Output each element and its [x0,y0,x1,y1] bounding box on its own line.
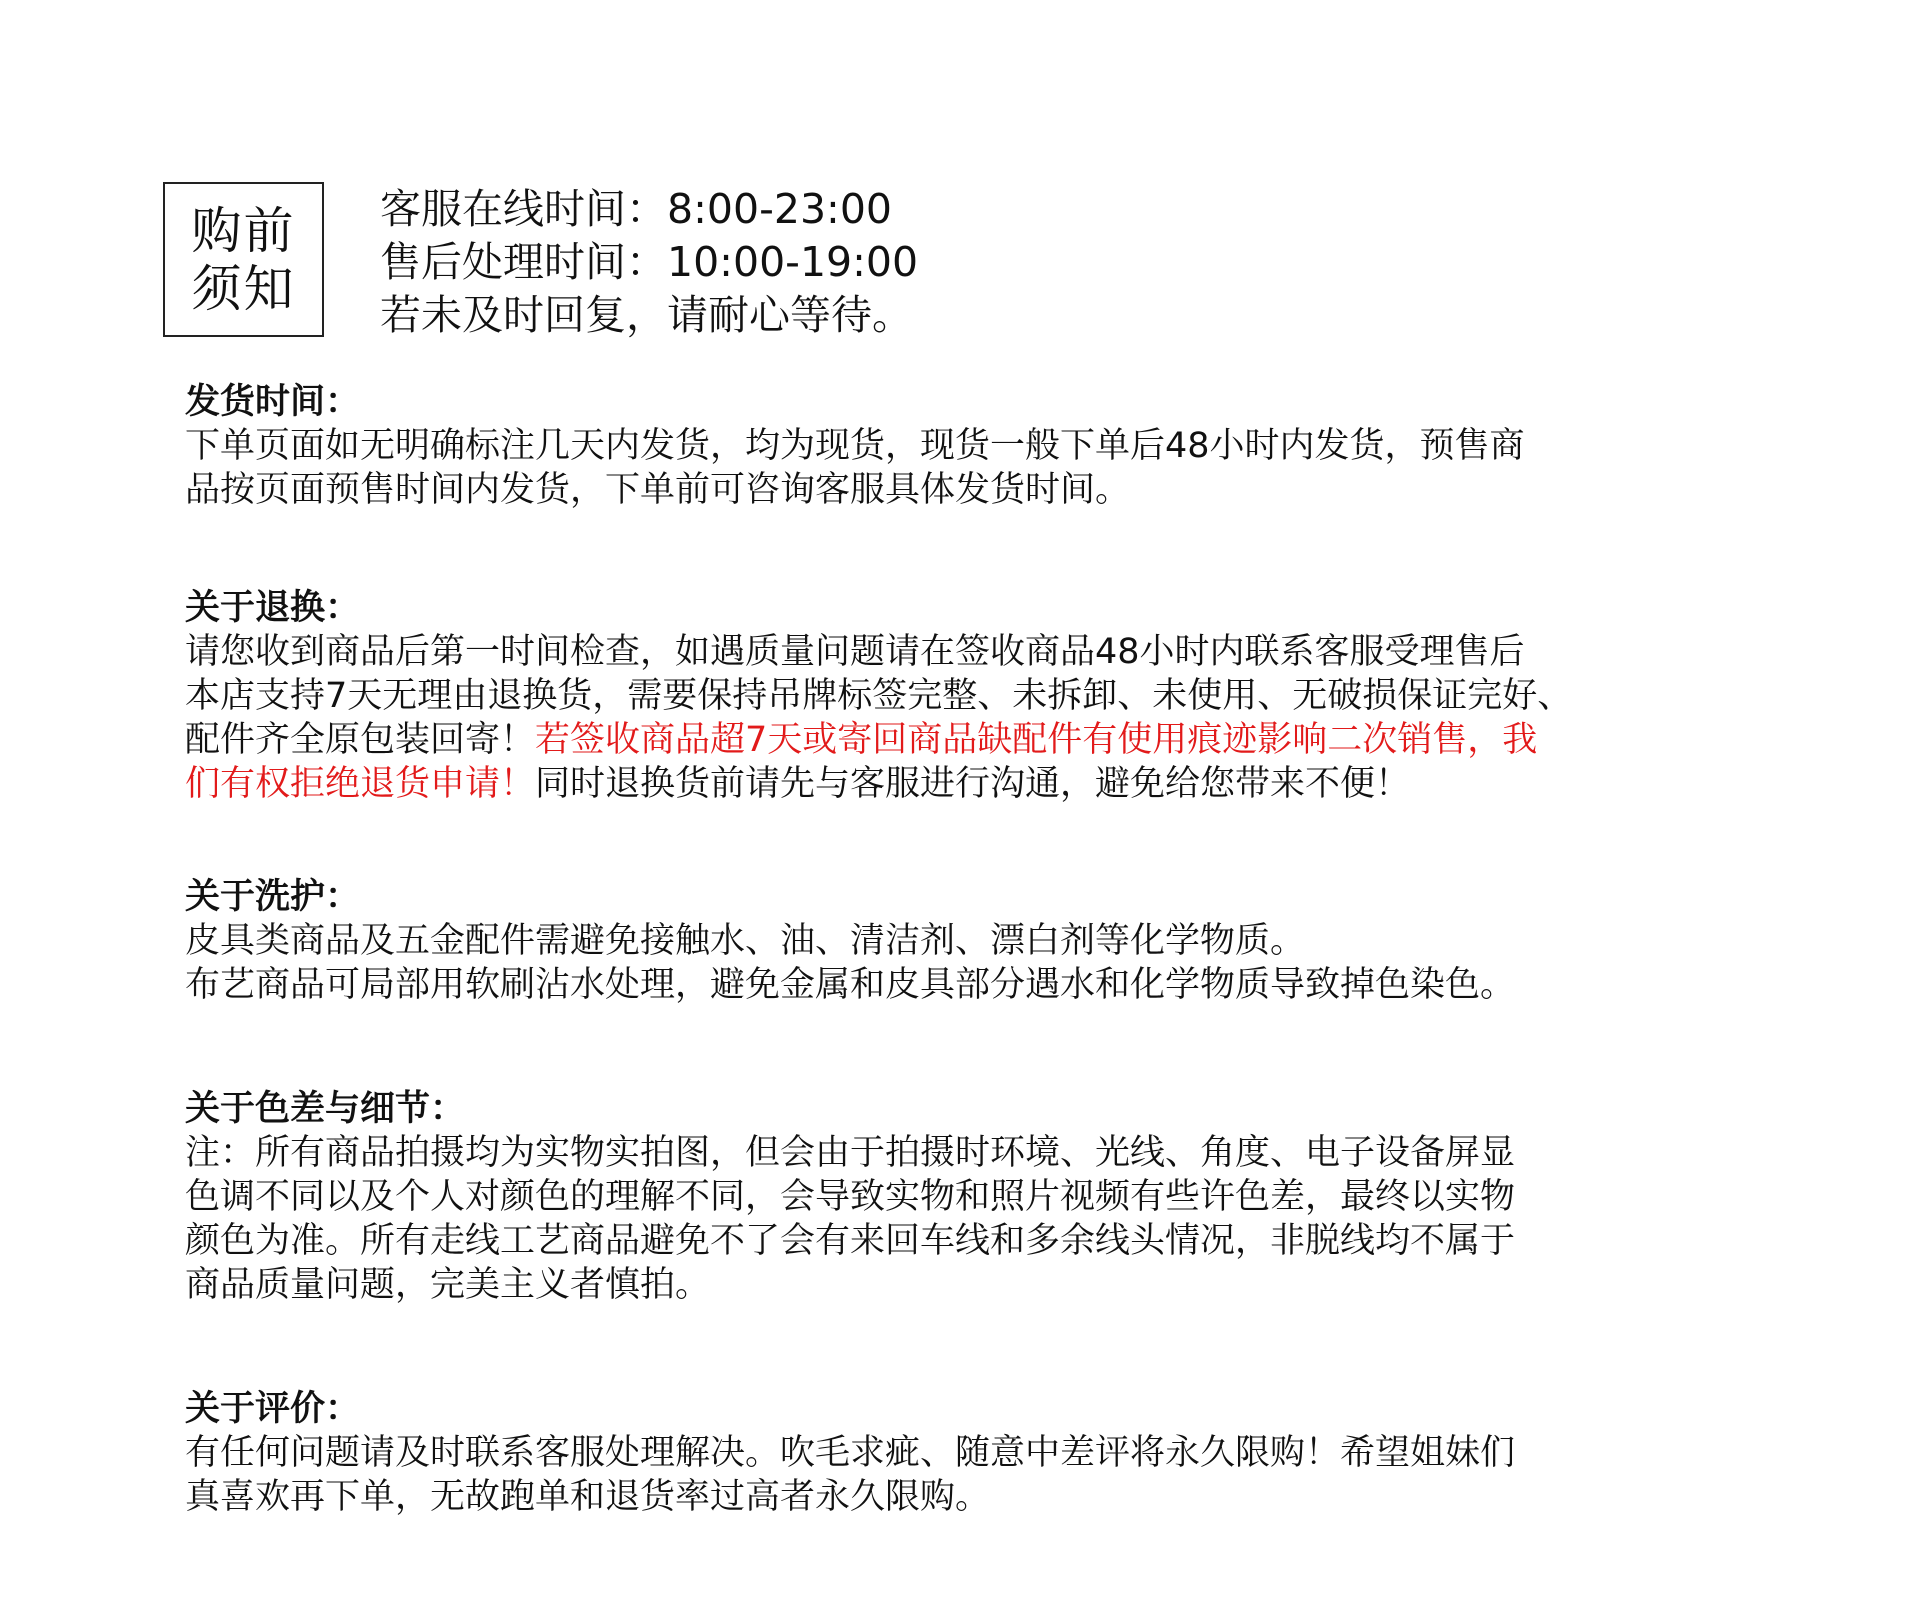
service-hours [380,183,918,342]
returns-warning-text: 们有权拒绝退货申请！ [185,764,536,804]
service-online-hours: 客服在线时间：8:00-23:00 [380,185,893,233]
color-heading: 关于色差与细节： [185,1089,466,1129]
returns-warning-text: 若签收商品超7天或寄回商品缺配件有使用痕迹影响二次销售，我 [535,720,1538,760]
returns-section [185,586,1745,806]
notice-badge [163,182,324,337]
color-text-line: 色调不同以及个人对颜色的理解不同，会导致实物和照片视频有些许色差，最终以实物 [185,1177,1516,1217]
shipping-text-line: 品按页面预售时间内发货，下单前可咨询客服具体发货时间。 [185,470,1131,510]
notice-badge-line2: 须知 [191,259,296,318]
color-text-line: 商品质量问题，完美主义者慎拍。 [185,1265,711,1305]
shipping-section [185,380,1745,512]
review-text-line: 真喜欢再下单，无故跑单和退货率过高者永久限购。 [185,1477,991,1517]
returns-text-line: 本店支持7天无理由退换货，需要保持吊牌标签完整、未拆卸、未使用、无破损保证完好、 [185,676,1573,716]
service-aftersale-hours: 售后处理时间：10:00-19:00 [380,238,919,286]
color-section [185,1087,1745,1307]
review-heading: 关于评价： [185,1389,361,1429]
color-text-line: 颜色为准。所有走线工艺商品避免不了会有来回车线和多余线头情况，非脱线均不属于 [185,1221,1516,1261]
returns-heading: 关于退换： [185,588,361,628]
care-text-line: 皮具类商品及五金配件需避免接触水、油、清洁剂、漂白剂等化学物质。 [185,921,1306,961]
care-heading: 关于洗护： [185,877,361,917]
care-text-line: 布艺商品可局部用软刷沾水处理，避免金属和皮具部分遇水和化学物质导致掉色染色。 [185,965,1516,1005]
service-wait-note: 若未及时回复，请耐心等待。 [380,291,913,339]
care-section [185,875,1745,1007]
returns-text-line [185,762,1745,806]
shipping-text-line: 下单页面如无明确标注几天内发货，均为现货，现货一般下单后48小时内发货，预售商 [185,426,1525,466]
returns-text-line [185,718,1745,762]
returns-text-line: 请您收到商品后第一时间检查，如遇质量问题请在签收商品48小时内联系客服受理售后 [185,632,1525,672]
review-text-line: 有任何问题请及时联系客服处理解决。吹毛求疵、随意中差评将永久限购！希望姐妹们 [185,1433,1516,1473]
notice-badge-line1: 购前 [191,201,296,260]
review-section [185,1387,1745,1519]
color-text-line: 注：所有商品拍摄均为实物实拍图，但会由于拍摄时环境、光线、角度、电子设备屏显 [185,1133,1516,1173]
returns-text: 配件齐全原包装回寄！ [185,720,536,760]
returns-text: 同时退换货前请先与客服进行沟通，避免给您带来不便！ [535,764,1411,804]
shipping-heading: 发货时间： [185,382,361,422]
